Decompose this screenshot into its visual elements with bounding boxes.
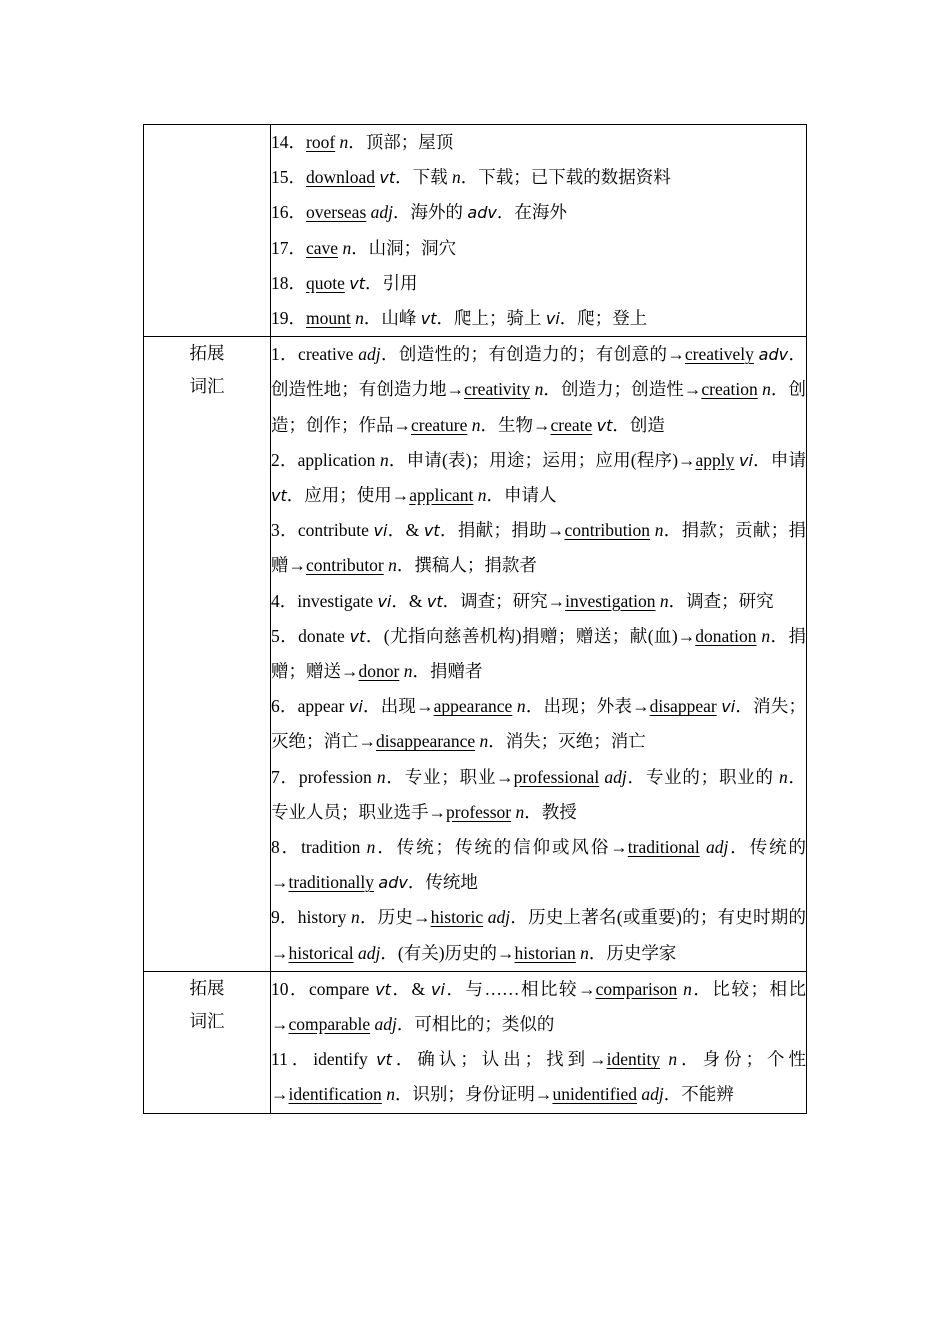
entry-text: ．调查；研究 [668,590,774,611]
row-label-line: 拓展 [189,977,225,998]
entry-text: 18． [271,272,306,293]
part-of-speech: n [452,167,461,188]
part-of-speech: adv [758,345,789,365]
answer-word: creatively [684,344,754,365]
entry-text: ．识别；身份证明→ [394,1084,553,1105]
vocab-entry [271,689,806,759]
entry-text: ．下载；已下载的数据资料 [460,167,671,188]
answer-word: professor [446,801,512,822]
part-of-speech: n [388,555,397,576]
answer-word: download [306,167,376,188]
answer-word: contribution [564,520,650,541]
entry-text: ．海外的 [393,202,468,223]
entry-text: ．比较；相比→ [271,978,807,1035]
row-label-line: 拓展 [189,343,225,364]
part-of-speech: vt [423,521,440,541]
entry-text: ．专业的；职业的 [626,766,779,787]
entry-text: 10．compare [271,978,376,999]
part-of-speech: vi [373,521,388,541]
answer-word: disappear [649,696,717,717]
vocab-entry [271,266,806,301]
entry-text: 11．identify [271,1049,377,1070]
part-of-speech: vt [596,415,613,435]
entry-text: ．创造性的；有创造力的；有创意的→ [380,344,685,365]
entry-text: 16． [271,202,306,223]
part-of-speech: n [659,590,669,611]
part-of-speech: adj [487,907,511,928]
entry-text: 19． [271,308,306,329]
part-of-speech: n [379,449,389,470]
entry-text: ．申请(表)；用途；运用；应用(程序)→ [388,449,696,470]
part-of-speech: vt [375,979,391,999]
part-of-speech: n [580,942,589,963]
entry-text: 14． [271,132,306,152]
part-of-speech: adj [706,837,729,858]
entry-text: ．捐献；捐助→ [439,520,565,541]
part-of-speech: adj [374,1014,397,1035]
entry-text: 7．profession [271,766,377,787]
answer-word: identification [288,1084,382,1105]
entry-text: ．出现→ [362,696,434,717]
entry-text: ．教授 [524,801,577,822]
entry-text: ．专业人员；职业选手→ [271,766,807,822]
entry-text: ．& [390,978,431,999]
vocab-entry [271,830,806,900]
part-of-speech: vi [739,450,753,470]
part-of-speech: n [683,978,692,999]
part-of-speech: n [761,625,771,646]
answer-word: identity [606,1049,661,1070]
answer-word: contributor [306,555,384,576]
row-label-cell [144,971,271,1113]
vocab-entry [271,231,806,266]
vocab-entry [271,301,806,336]
part-of-speech: adj [358,942,381,963]
entry-text: ．& [387,520,424,541]
part-of-speech: n [355,308,364,329]
entry-text: ．创造；创作；作品→ [271,379,807,435]
part-of-speech: n [779,766,788,787]
part-of-speech: n [342,237,352,258]
entry-text: 15． [271,167,306,188]
answer-word: comparison [595,978,678,999]
part-of-speech: adj [641,1084,664,1105]
table-row [144,125,807,337]
part-of-speech: n [479,731,489,752]
part-of-speech: n [471,414,481,435]
answer-word: create [550,414,593,435]
entry-text: ．历史学家 [588,942,677,963]
vocab-entry [271,760,806,830]
entry-text: ．捐赠者 [412,661,483,682]
entry-text: 3．contribute [271,520,374,541]
entry-text: ．创造 [612,414,665,435]
answer-word: creation [701,379,758,400]
part-of-speech: vi [721,697,736,717]
entry-text: ．确认；认出；找到→ [391,1049,607,1070]
part-of-speech: n [350,907,360,928]
entry-text: 6．appear [271,696,349,717]
entry-text: ．捐款；贡献；捐赠→ [271,520,807,576]
entry-text: 17． [271,237,306,258]
entry-text: ．可相比的；类似的 [396,1014,555,1035]
part-of-speech: n [403,661,413,682]
answer-word: investigation [565,590,656,611]
row-label-cell [144,125,271,337]
vocab-entry [271,337,806,443]
entry-text: ．传统地 [407,872,478,893]
answer-word: appearance [433,696,513,717]
table-row [144,337,807,972]
entry-text: ．不能辨 [663,1084,734,1105]
answer-word: apply [695,449,735,470]
entry-text: ．专业；职业→ [385,766,514,787]
entry-text: 1．creative [271,344,359,365]
entry-text: ．顶部；屋顶 [348,132,454,152]
row-label [190,972,225,1038]
part-of-speech: n [376,766,386,787]
part-of-speech: vi [431,979,445,999]
part-of-speech: n [386,1084,395,1105]
part-of-speech: vi [545,309,560,329]
answer-word: cave [306,237,339,258]
entry-text: ．爬；登上 [559,308,648,329]
vocab-entry [271,160,806,195]
part-of-speech: n [366,837,376,858]
entries-cell [271,125,807,337]
answer-word: professional [513,766,600,787]
vocab-entry [271,125,806,160]
answer-word: creature [411,414,468,435]
part-of-speech: adj [604,766,627,787]
entry-text: ．撰稿人；捐款者 [396,555,537,576]
part-of-speech: vt [420,309,437,329]
part-of-speech: n [762,379,771,400]
vocab-entry [271,584,806,619]
answer-word: traditionally [288,872,375,893]
answer-word: quote [306,272,345,293]
vocab-entry [271,900,806,970]
part-of-speech: vt [271,486,287,506]
entry-text: ．消失；灭绝；消亡 [488,731,646,752]
vocab-entry [271,619,806,689]
entry-text: ．身份；个性→ [271,1049,807,1105]
part-of-speech: vt [379,168,396,188]
answer-word: creativity [464,379,531,400]
answer-word: overseas [306,202,367,223]
row-label-cell [144,337,271,972]
answer-word: donor [358,661,400,682]
vocabulary-table [143,124,807,1114]
entry-text: ．应用；使用→ [286,485,410,506]
entry-text: ．引用 [365,272,418,293]
entry-text: ．创造力；创造性→ [543,379,702,400]
entry-text: ．捐赠；赠送→ [271,625,806,682]
part-of-speech: n [654,520,664,541]
part-of-speech: vt [376,1050,392,1070]
part-of-speech: vt [349,626,366,646]
entry-text: ．(尤指向慈善机构)捐赠；赠送；献(血)→ [365,625,696,646]
part-of-speech: vi [377,591,392,611]
entry-text: ．爬上；骑上 [436,308,546,329]
entry-text: ．山洞；洞穴 [351,237,457,258]
answer-word: comparable [288,1014,371,1035]
entry-text: 9．history [271,907,351,928]
row-label-line: 词汇 [189,1010,225,1031]
entries-cell [271,337,807,972]
entry-text: 4．investigate [271,590,378,611]
entry-text: ．下载 [395,167,453,188]
answer-word: traditional [627,837,700,858]
part-of-speech: n [477,485,487,506]
entry-text: ．出现；外表→ [525,696,650,717]
entry-text: 8．tradition [271,837,367,858]
entry-text: ．申请人 [486,485,557,506]
entry-text: 2．application [271,449,380,470]
part-of-speech: adv [378,873,408,893]
row-label-line: 词汇 [189,376,225,397]
answer-word: donation [695,625,757,646]
entry-text: ．生物→ [480,414,551,435]
vocabulary-table-body [144,125,807,1114]
vocab-entry [271,443,806,513]
entry-text: ．调查；研究→ [442,590,566,611]
part-of-speech: n [668,1049,678,1070]
part-of-speech: vt [426,591,443,611]
vocab-entry [271,195,806,230]
entry-text: ．在海外 [496,202,567,223]
part-of-speech: vi [348,697,363,717]
part-of-speech: n [516,696,526,717]
entry-text: ．山峰 [363,308,421,329]
entry-text: ．历史→ [359,907,431,928]
vocab-entry [271,513,806,583]
answer-word: applicant [409,485,474,506]
answer-word: unidentified [552,1084,637,1105]
part-of-speech: adv [467,203,497,223]
entry-text: ．消失；灭绝；消亡→ [271,696,807,752]
part-of-speech: adj [358,344,381,365]
answer-word: historic [430,907,484,928]
answer-word: mount [306,308,351,329]
answer-word: historian [514,942,576,963]
vocab-entry [271,972,806,1042]
entry-text: 5．donate [271,625,350,646]
entry-text: ．申请 [752,449,807,470]
answer-word: disappearance [376,731,476,752]
part-of-speech: adj [370,202,394,223]
answer-word: roof [306,132,336,152]
entry-text: ．& [391,590,427,611]
entry-text: ．创造性地；有创造力地→ [271,344,807,400]
entries-cell [271,971,807,1113]
entry-text: ．传统的→ [271,837,807,893]
row-label [190,337,225,403]
entry-text: ．(有关)历史的→ [380,942,515,963]
part-of-speech: n [515,801,525,822]
part-of-speech: n [534,379,544,400]
entry-text: ．历史上著名(或重要)的；有史时期的→ [271,907,806,963]
vocab-entry [271,1042,806,1112]
answer-word: historical [288,942,354,963]
part-of-speech: n [339,132,349,152]
table-row [144,971,807,1113]
entry-text: ．传统；传统的信仰或风俗→ [375,837,628,858]
part-of-speech: vt [349,273,366,293]
entry-text: ．与……相比较→ [444,978,596,999]
